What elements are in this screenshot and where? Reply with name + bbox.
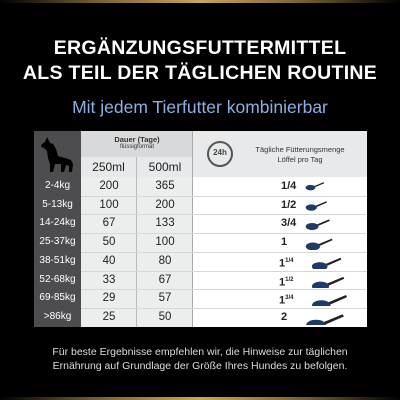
- row-divider: [81, 196, 367, 197]
- days-500-cell: 67: [158, 273, 172, 286]
- table-row: [34, 271, 367, 290]
- footer-line-1: Für beste Ergebnisse empfehlen wir, die Hinweise zur täglichen: [52, 346, 348, 358]
- days-500-cell: 200: [155, 198, 175, 211]
- scoop-amount: $1^{3/4}$: [279, 294, 294, 307]
- measuring-spoon-icon: [299, 199, 349, 213]
- days-500-cell: 133: [155, 217, 175, 230]
- row-divider: [81, 233, 367, 234]
- days-header-label: Dauer (Tage): [114, 135, 160, 144]
- row-divider: [81, 271, 367, 272]
- weight-cell: 38-51kg: [39, 254, 76, 266]
- weight-cell: >86kg: [43, 310, 72, 322]
- days-500-cell: 100: [155, 236, 175, 249]
- table-row: [34, 214, 367, 233]
- days-250-cell: 40: [102, 254, 116, 267]
- scoop-cell: [193, 196, 367, 215]
- scoop-amount: 1/2: [281, 198, 297, 211]
- title-line-2: ALS TEIL DER TÄGLICHEN ROUTINE: [22, 62, 378, 84]
- weight-cell: 25-37kg: [39, 236, 76, 248]
- measuring-spoon-icon: [305, 255, 355, 269]
- scoop-amount: $1^{1/2}$: [279, 276, 294, 289]
- footer-line-2: Ernährung auf Grundlage der Größe Ihres Hundes zu befolgen.: [52, 360, 348, 372]
- weight-cell: 2-4kg: [44, 180, 70, 191]
- days-250-cell: 100: [99, 198, 119, 211]
- table-row: [34, 177, 367, 196]
- days-500-cell: 57: [158, 292, 172, 305]
- row-divider: [81, 308, 367, 309]
- row-divider: [81, 252, 367, 253]
- title-line-1: ERGÄNZUNGSFUTTERMITTEL: [53, 37, 347, 59]
- measuring-spoon-icon: [299, 217, 349, 231]
- subtitle: Mit jedem Tierfutter kombinierbar: [72, 97, 328, 117]
- scoop-header-line-1: Tägliche Fütterungsmenge: [255, 145, 345, 154]
- 24h-clock-icon: 24h: [207, 141, 233, 167]
- measuring-spoon-icon: [299, 311, 349, 325]
- col-250-header: 250ml: [81, 157, 137, 177]
- row-divider: [81, 214, 367, 215]
- scoop-cell: [193, 252, 367, 271]
- table-row: [34, 233, 367, 252]
- dog-cell: [34, 131, 81, 177]
- days-250-cell: 50: [102, 236, 116, 249]
- scoop-cell: [193, 308, 367, 327]
- measuring-spoon-icon: [305, 274, 355, 288]
- days-500-cell: 365: [155, 180, 175, 192]
- measuring-spoon-icon: [305, 292, 355, 306]
- table-row: [34, 289, 367, 308]
- measuring-spoon-icon: [299, 180, 349, 194]
- days-250-cell: 67: [102, 217, 116, 230]
- scoop-cell: [193, 214, 367, 233]
- scoop-header-line-2: Löffel pro Tag: [277, 155, 323, 164]
- scoop-cell: [193, 271, 367, 290]
- scoop-amount: 3/4: [281, 217, 297, 230]
- scoop-cell: [193, 177, 367, 196]
- days-500-cell: 80: [158, 254, 172, 267]
- row-divider: [81, 289, 367, 290]
- days-500-cell: 50: [158, 310, 172, 323]
- days-250-cell: 200: [99, 180, 119, 192]
- measuring-spoon-icon: [299, 236, 349, 250]
- scoop-amount: 2: [281, 310, 288, 323]
- weight-cell: 5-13kg: [42, 198, 73, 210]
- days-header: [81, 131, 193, 157]
- days-250-cell: 29: [102, 292, 116, 305]
- scoop-amount: $1^{1/4}$: [279, 257, 294, 270]
- dosage-table: [34, 131, 367, 327]
- days-subheader-label: flüssigformat: [119, 144, 154, 150]
- top-gold-line: [0, 0, 400, 3]
- dog-silhouette-icon: [39, 134, 77, 174]
- scoop-cell: [193, 233, 367, 252]
- scoop-header: [193, 131, 367, 177]
- weight-cell: 52-68kg: [39, 273, 76, 285]
- table-row: [34, 196, 367, 215]
- days-250-cell: 33: [102, 273, 116, 286]
- scoop-amount: 1/4: [281, 180, 297, 192]
- weight-cell: 69-85kg: [39, 292, 76, 304]
- table-row: [34, 252, 367, 271]
- days-250-cell: 25: [102, 310, 116, 323]
- scoop-amount: 1: [281, 236, 288, 249]
- scoop-cell: [193, 289, 367, 308]
- weight-cell: 14-24kg: [39, 217, 76, 229]
- table-row: [34, 308, 367, 327]
- col-500-header: 500ml: [137, 157, 193, 177]
